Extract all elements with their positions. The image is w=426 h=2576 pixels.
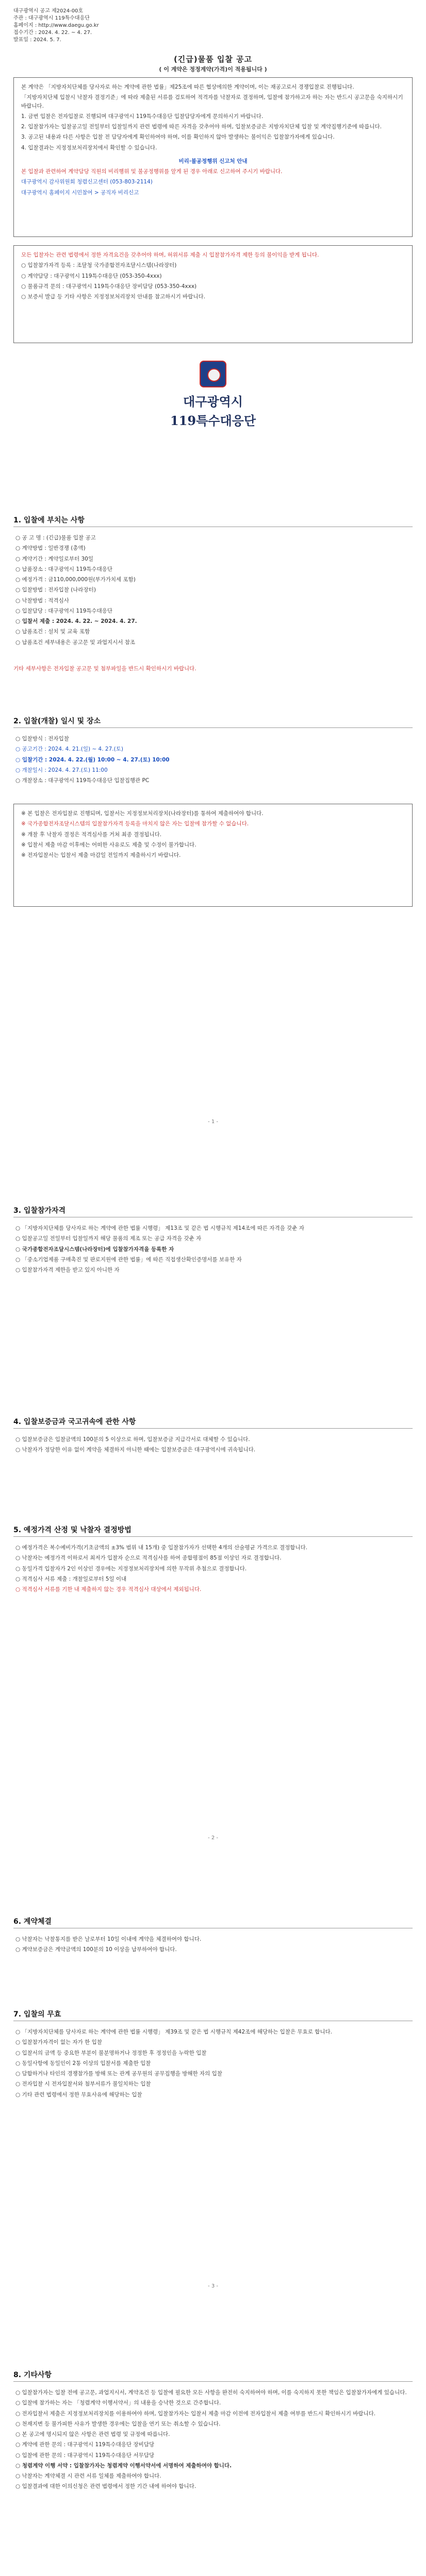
list-item: ○ 입찰결과에 대한 이의신청은 관련 법령에서 정한 기간 내에 하여야 합니다. [15,2483,196,2490]
list-item: ○ 계약에 관한 문의 : 대구광역시 119특수대응단 장비담당 [15,2442,155,2448]
list-item: ○ 개찰일시 : 2024. 4. 27.(토) 11:00 [15,767,108,773]
section-4-list [15,1435,413,1456]
list-item: ○ 계약방법 : 일반경쟁 (총액) [15,545,86,552]
section-3-title: 3. 입찰참가자격 [13,1207,66,1215]
note-line: ※ 국가종합전자조달시스템의 입찰참가자격 등록을 마치지 않은 자는 입찰에 참가할 수 없습니다. [21,821,249,827]
list-item: ○ 「지방자치단체를 당사자로 하는 계약에 관한 법률 시행령」 제39조 및 같은 법 시행규칙 제42조에 해당하는 입찰은 무효로 합니다. [15,2029,332,2035]
warning-line: ○ 물품규격 문의 : 대구광역시 119특수대응단 장비담당 (053-350-4xxx) [21,283,197,290]
list-item: ○ 동일가격 입찰자가 2인 이상인 경우에는 지정정보처리장치에 의한 무작위 추첨으로 결정합니다. [15,1565,247,1572]
section-4-title: 4. 입찰보증금과 국고귀속에 관한 사항 [13,1418,136,1426]
list-item: ○ 전자입찰 시 전자입찰서와 첨부서류가 불일치하는 입찰 [15,2081,151,2088]
section-1-red-note: 기타 세부사항은 전자입찰 공고문 및 첨부파일을 반드시 확인하시기 바랍니다. [13,666,196,672]
section-5-list [15,1544,413,1596]
list-item: ○ 국가종합전자조달시스템(나라장터)에 입찰참가자격을 등록한 자 [15,1246,174,1252]
list-item: ○ 입찰서의 금액 등 중요한 부분이 불분명하거나 정정한 후 정정인을 누락한 입찰 [15,2049,207,2056]
list-item: ○ 낙찰방법 : 적격심사 [15,597,69,604]
section-8-list [15,2388,413,2493]
list-item: ○ 입찰에 관한 문의 : 대구광역시 119특수대응단 서무담당 [15,2452,155,2459]
note-line: ※ 전자입찰서는 입찰서 제출 마감일 전일까지 제출하시기 바랍니다. [21,852,181,859]
notice-title: (긴급)물품 입찰 공고 [173,55,253,64]
note-line: ※ 본 입찰은 전자입찰로 진행되며, 입찰서는 지정정보처리장치(나라장터)를 통하여 제출하여야 합니다. [21,810,264,817]
notice-meta [13,7,99,43]
meta-line: 주관 : 대구광역시 119특수대응단 [13,15,90,21]
list-item: ○ 전자입찰서 제출은 지정정보처리장치를 이용하여야 하며, 입찰참가자는 입찰서 제출 마감 이전에 전자입찰서 제출 여부를 반드시 확인하시기 바랍니다. [15,2410,376,2417]
list-item: ○ 입찰방식 : 전자입찰 [15,736,69,742]
section-1-title: 1. 입찰에 부치는 사항 [13,516,85,524]
list-item: ○ 「중소기업제품 구매촉진 및 판로지원에 관한 법률」에 따른 직접생산확인증명서를 보유한 자 [15,1256,242,1263]
page-number: - 3 - [208,2283,218,2289]
meta-line: 대구광역시 공고 제2024-00호 [13,8,84,14]
agreement-line: 본 입찰과 관련하여 계약담당 직원의 비리행위 및 불공정행위를 알게 된 경우 아래로 신고하여 주시기 바랍니다. [21,168,283,175]
list-item: ○ 낙찰자가 정당한 이유 없이 계약을 체결하지 아니한 때에는 입찰보증금은 대구광역시에 귀속됩니다. [15,1447,256,1453]
list-item: ○ 입찰방법 : 전자입찰 (나라장터) [15,587,96,594]
list-item: ○ 계약기간 : 계약일로부터 30일 [15,555,93,562]
section-3-list [15,1224,413,1276]
list-item: ○ 동일사항에 동일인이 2통 이상의 입찰서를 제출한 입찰 [15,2060,151,2066]
page-number: - 1 - [208,1119,218,1125]
warning-line: ○ 계약담당 : 대구광역시 119특수대응단 (053-350-4xxx) [21,273,162,279]
section-7-list [15,2028,413,2101]
intro-paragraph: 2. 입찰참가자는 입찰공고일 전일부터 입찰일까지 관련 법령에 따른 자격을 갖추어야 하며, 입찰보증금은 지방자치단체 입찰 및 계약집행기준에 따릅니다. [21,124,382,130]
section-2-notes-box [13,804,413,907]
list-item: ○ 적격심사 서류를 기한 내 제출하지 않는 경우 적격심사 대상에서 제외됩니다. [15,1586,202,1593]
list-item: ○ 개찰장소 : 대구광역시 119특수대응단 입찰집행관 PC [15,777,150,784]
list-item: ○ 낙찰자는 낙찰통지를 받은 날로부터 10일 이내에 계약을 체결하여야 합니다. [15,1936,202,1942]
section-6-title: 6. 계약체결 [13,1918,52,1926]
meta-line: 접수기간 : 2024. 4. 22. ~ 4. 27. [13,30,92,36]
warning-line: ○ 입찰참가자격 등록 : 조달청 국가종합전자조달시스템(나라장터) [21,262,177,269]
warning-text: 모든 입찰자는 관련 법령에서 정한 자격요건을 갖추어야 하며, 허위서류 제출 시 입찰참가자격 제한 등의 불이익을 받게 됩니다. [21,252,319,258]
list-item: ○ 납품장소 : 대구광역시 119특수대응단 [15,566,113,572]
list-item: ○ 청렴계약 이행 서약 : 입찰참가자는 청렴계약 이행서약서에 서명하여 제출하여야 합니다. [15,2462,232,2469]
list-item: ○ 예정가격은 복수예비가격(기초금액의 ±3% 범위 내 15개) 중 입찰참가자가 선택한 4개의 산술평균 가격으로 결정합니다. [15,1545,308,1551]
note-line: ※ 개찰 후 낙찰자 결정은 적격심사를 거쳐 최종 결정됩니다. [21,831,162,838]
list-item: ○ 입찰공고일 전일부터 입찰일까지 해당 물품의 제조 또는 공급 자격을 갖춘 자 [15,1235,202,1242]
warning-box [13,245,413,343]
agreement-title: 비리·불공정행위 신고처 안내 [178,158,248,164]
section-7-title: 7. 입찰의 무효 [13,2010,61,2019]
list-item: ○ 본 공고에 명시되지 않은 사항은 관련 법령 및 규정에 따릅니다. [15,2431,170,2438]
section-divider [13,1428,413,1429]
section-divider [13,1536,413,1537]
list-item: ○ 입찰기간 : 2024. 4. 22.(월) 10:00 ~ 4. 27.(토) 10:00 [15,756,170,763]
list-item: ○ 낙찰자는 계약체결 시 관련 서류 일체를 제출하여야 합니다. [15,2473,161,2480]
section-5-title: 5. 예정가격 산정 및 낙찰자 결정방법 [13,1526,132,1534]
section-2-title: 2. 입찰(개찰) 일시 및 장소 [13,717,101,725]
list-item: ○ 입찰보증금은 입찰금액의 100분의 5 이상으로 하며, 입찰보증금 지급각서로 대체할 수 있습니다. [15,1436,250,1443]
list-item: ○ 담합하거나 타인의 경쟁참가를 방해 또는 관계 공무원의 공무집행을 방해한 자의 입찰 [15,2071,222,2077]
list-item: ○ 납품조건 : 설치 및 교육 포함 [15,629,90,635]
list-item: ○ 천재지변 등 불가피한 사유가 발생한 경우에는 입찰을 연기 또는 취소할 수 있습니다. [15,2420,221,2427]
org-name: 대구광역시 119특수대응단 [170,394,256,429]
intro-paragraph: 1. 금번 입찰은 전자입찰로 진행되며 대구광역시 119특수대응단 입찰담당자에게 문의하시기 바랍니다. [21,113,264,120]
list-item: ○ 공고기간 : 2024. 4. 21.(일) ~ 4. 27.(토) [15,746,123,753]
list-item: ○ 입찰참가자는 입찰 전에 공고문, 과업지시서, 계약조건 등 입찰에 필요한 모든 사항을 완전히 숙지하여야 하며, 이를 숙지하지 못한 책임은 입찰참가자에게 있습니다. [15,2389,407,2396]
list-item: ○ 입찰서 제출 : 2024. 4. 22. ~ 2024. 4. 27. [15,618,137,625]
agreement-line: 대구광역시 감사위원회 청렴신고센터 (053-803-2114) [21,179,153,185]
list-item: ○ 낙찰자는 예정가격 이하로서 최저가 입찰자 순으로 적격심사를 하여 종합평점이 85점 이상인 자로 결정합니다. [15,1555,282,1562]
list-item: ○ 입찰참가자격이 없는 자가 한 입찰 [15,2039,102,2046]
intro-paragraph: 4. 입찰결과는 지정정보처리장치에서 확인할 수 있습니다. [21,144,157,151]
meta-line: 홈페이지 : http://www.daegu.go.kr [13,23,99,28]
section-6-list [15,1935,413,1956]
agreement-line: 대구광역시 홈페이지 시민참여 > 공직자 비리신고 [21,189,139,196]
intro-paragraph: 본 계약은 「지방자치단체를 당사자로 하는 계약에 관한 법률」제25조에 따른 협상에의한 계약이며, 이는 재공고로서 경쟁입찰로 진행됩니다. [21,84,354,90]
list-item: ○ 입찰담당 : 대구광역시 119특수대응단 [15,607,113,614]
list-item: ○ 입찰에 참가하는 자는 「청렴계약 이행서약서」의 내용을 승낙한 것으로 간주합니다. [15,2400,221,2406]
intro-box [13,77,413,237]
list-item: ○ 기타 관련 법령에서 정한 무효사유에 해당하는 입찰 [15,2091,142,2098]
meta-line: 발표일 : 2024. 5. 7. [13,37,61,43]
intro-paragraph: 「지방자치단체 입찰시 낙찰자 결정기준」에 따라 제출된 서류를 검토하여 적격자를 낙찰자로 결정하며, 입찰에 참가하고자 하는 자는 반드시 공고문을 숙지하시기 바랍니다. [21,94,403,109]
list-item: ○ 「지방자치단체를 당사자로 하는 계약에 관한 법률 시행령」 제13조 및 같은 법 시행규칙 제14조에 따른 자격을 갖춘 자 [15,1225,304,1231]
list-item: ○ 납품조건 세부내용은 공고문 및 과업지시서 참조 [15,639,136,646]
intro-paragraph: 3. 공고된 내용과 다른 사항은 입찰 전 담당자에게 확인하여야 하며, 이를 확인하지 않아 발생하는 불이익은 입찰참가자에게 있습니다. [21,134,335,141]
list-item: ○ 입찰참가자격 제한을 받고 있지 아니한 자 [15,1267,120,1274]
org-logo-block [0,361,426,430]
list-item: ○ 적격심사 서류 제출 : 개찰일로부터 5일 이내 [15,1575,127,1582]
section-divider [13,2381,413,2382]
list-item: ○ 계약보증금은 계약금액의 100분의 10 이상을 납부하여야 합니다. [15,1946,177,1953]
section-1-list [15,534,413,649]
notice-subtitle: ( 이 계약은 정정계약(가격)이 적용됩니다 ) [159,66,267,73]
section-2-list [15,735,413,787]
section-divider [13,727,413,728]
section-8-title: 8. 기타사항 [13,2371,52,2379]
warning-line: ○ 보증서 발급 등 기타 사항은 지정정보처리장치 안내를 참고하시기 바랍니다. [21,294,205,300]
fire-emblem-icon [200,361,226,387]
list-item: ○ 공 고 명 : (긴급)물품 입찰 공고 [15,535,96,541]
list-item: ○ 예정가격 : 금110,000,000원(부가가치세 포함) [15,577,136,583]
note-line: ※ 입찰서 제출 마감 이후에는 어떠한 사유로도 제출 및 수정이 불가합니다. [21,841,196,848]
page-number: - 2 - [208,1835,218,1841]
